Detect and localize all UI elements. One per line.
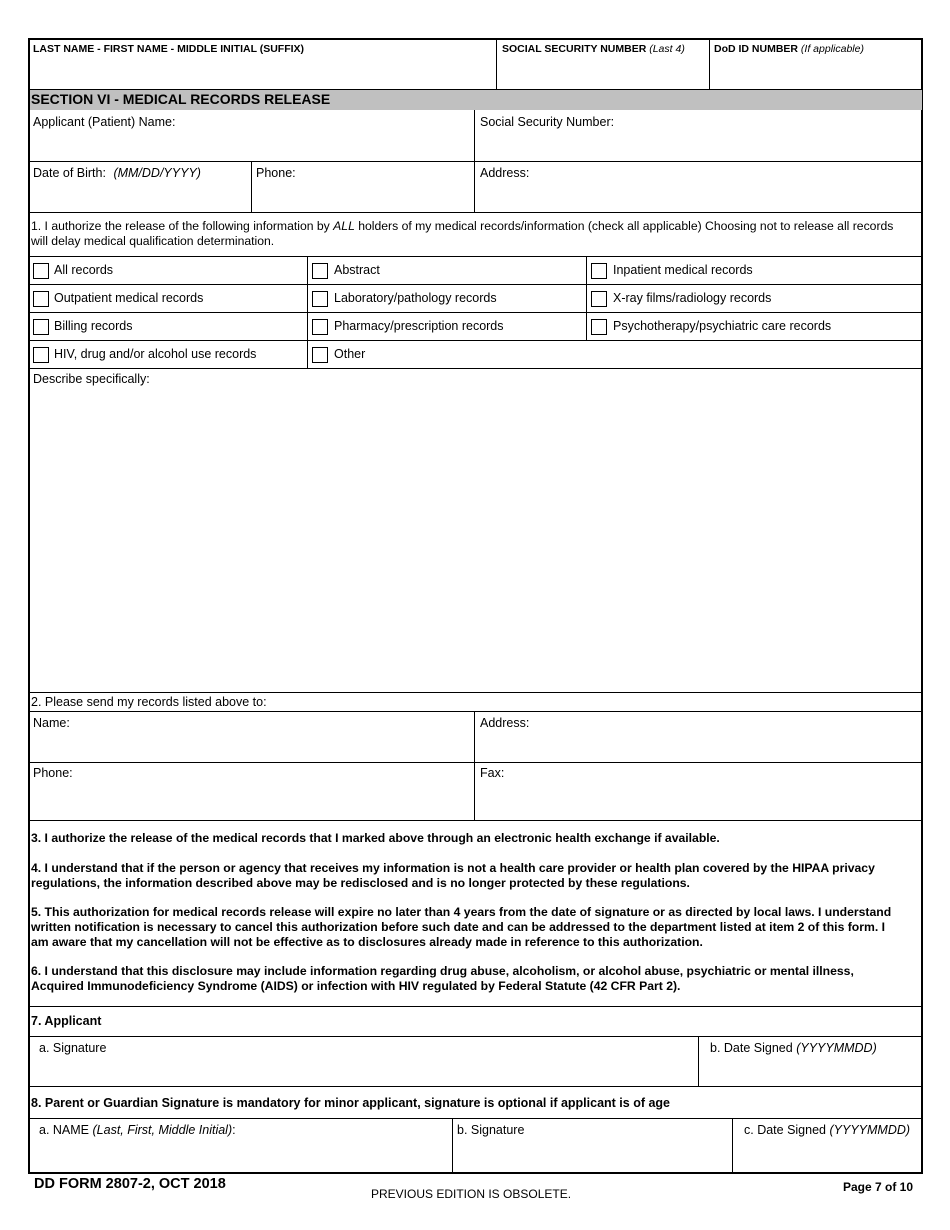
outpatient-checkbox[interactable] [33, 291, 49, 307]
last-name-label: LAST NAME - FIRST NAME - MIDDLE INITIAL (SUFFIX) [33, 43, 305, 55]
item8-title: 8. Parent or Guardian Signature is mandatory for minor applicant, signature is optional if applicant is of age [31, 1096, 671, 1110]
cell-divider [307, 256, 308, 368]
xray-checkbox[interactable] [591, 291, 607, 307]
guardian-name-format: (Last, First, Middle Initial) [92, 1123, 233, 1137]
row-divider [30, 340, 922, 341]
statement-4-line1: 4. I understand that if the person or agency that receives my information is not a health care provider or health plan covered by the HIPAA privacy [31, 861, 875, 875]
ssn-last4-input[interactable] [498, 58, 708, 88]
item7-title: 7. Applicant [31, 1014, 102, 1028]
ssn-last4-label-text: SOCIAL SECURITY NUMBER [502, 43, 647, 55]
header-divider [496, 39, 497, 89]
laboratory-label: Laboratory/pathology records [334, 291, 497, 305]
row-divider [30, 1118, 922, 1119]
guardian-name-colon: : [232, 1123, 236, 1137]
pharmacy-label: Pharmacy/prescription records [334, 319, 504, 333]
recipient-name-label: Name: [33, 716, 70, 730]
psychotherapy-label: Psychotherapy/psychiatric care records [613, 319, 832, 333]
cell-divider [251, 161, 252, 212]
applicant-date-input[interactable] [700, 1057, 921, 1085]
header-divider [709, 39, 710, 89]
guardian-signature-field[interactable] [454, 1139, 731, 1171]
recipient-name-input[interactable] [30, 732, 473, 760]
row-divider [251, 161, 922, 162]
obsolete-notice: PREVIOUS EDITION IS OBSOLETE. [371, 1187, 572, 1201]
guardian-name-input[interactable] [30, 1139, 451, 1171]
laboratory-checkbox[interactable] [312, 291, 328, 307]
section-title: SECTION VI - MEDICAL RECORDS RELEASE [31, 91, 331, 107]
guardian-date-label [744, 1123, 910, 1137]
item1-text-b: holders of my medical records/information (check all applicable) Choosing not to release all records [354, 219, 894, 233]
item1-text-a: 1. I authorize the release of the following information by [31, 219, 334, 233]
dob-label-text: Date of Birth: [33, 166, 106, 180]
row-divider [30, 711, 922, 712]
row-divider [30, 1036, 922, 1037]
dod-id-label-text: DoD ID NUMBER [714, 43, 798, 55]
applicant-name-label: Applicant (Patient) Name: [33, 115, 176, 129]
cell-divider [452, 1118, 453, 1172]
row-divider [30, 692, 922, 693]
dob-label [33, 166, 201, 180]
describe-textarea[interactable] [30, 388, 921, 691]
item1-text [31, 219, 921, 249]
cell-divider [732, 1118, 733, 1172]
hiv-checkbox[interactable] [33, 347, 49, 363]
cell-divider [586, 256, 587, 340]
applicant-date-format: (YYYYMMDD) [796, 1041, 877, 1055]
cell-divider [698, 1036, 699, 1086]
all-records-label: All records [54, 263, 114, 277]
row-divider [30, 368, 922, 369]
statement-4-line2: regulations, the information described above may be redisclosed and is no longer protected by these regulations. [31, 876, 690, 890]
row-divider [30, 1086, 922, 1087]
hiv-label: HIV, drug and/or alcohol use records [54, 347, 257, 361]
statement-6-line1: 6. I understand that this disclosure may include information regarding drug abuse, alcoholism, or alcohol abuse, psychiatric or mental illness, [31, 964, 854, 978]
row-divider [30, 820, 922, 821]
billing-checkbox[interactable] [33, 319, 49, 335]
guardian-date-input[interactable] [734, 1139, 921, 1171]
row-divider [30, 161, 251, 162]
ssn-last4-note: (Last 4) [649, 43, 685, 55]
row-divider [30, 212, 922, 213]
statement-6 [31, 964, 854, 994]
recipient-address-label: Address: [480, 716, 530, 730]
row-divider [30, 762, 922, 763]
row-divider [30, 256, 922, 257]
form-id: DD FORM 2807-2, OCT 2018 [34, 1176, 226, 1192]
recipient-address-input[interactable] [476, 732, 921, 760]
guardian-date-label-text: c. Date Signed [744, 1123, 826, 1137]
recipient-fax-label: Fax: [480, 766, 505, 780]
statement-6-line2: Acquired Immunodeficiency Syndrome (AIDS) or infection with HIV regulated by Federal Statute (42 CFR Part 2). [31, 979, 681, 993]
dob-input[interactable] [30, 182, 250, 210]
guardian-date-format: (YYYYMMDD) [829, 1123, 911, 1137]
statement-5-line3: am aware that my cancellation will not be effective as to disclosures already made in reference to this authorization. [31, 935, 703, 949]
guardian-signature-label: b. Signature [457, 1123, 525, 1137]
item1-text-c: will delay medical qualification determination. [31, 234, 275, 248]
applicant-signature-field[interactable] [30, 1057, 697, 1085]
row-divider [30, 1006, 922, 1007]
last-name-input[interactable] [30, 58, 495, 88]
ssn-last4-label [502, 43, 685, 55]
applicant-name-input[interactable] [30, 130, 473, 160]
other-checkbox[interactable] [312, 347, 328, 363]
describe-label: Describe specifically: [33, 372, 150, 386]
abstract-label: Abstract [334, 263, 380, 277]
statement-5-line2: written notification is necessary to cancel this authorization before such date and can be addressed to the department listed at item 2 of this form. I [31, 920, 885, 934]
billing-label: Billing records [54, 319, 133, 333]
address-label: Address: [480, 166, 530, 180]
xray-label: X-ray films/radiology records [613, 291, 772, 305]
page-number: Page 7 of 10 [842, 1180, 913, 1194]
statement-4 [31, 861, 875, 891]
all-records-checkbox[interactable] [33, 263, 49, 279]
statement-5 [31, 905, 891, 950]
dod-id-note: (If applicable) [800, 43, 864, 55]
ssn-label: Social Security Number: [480, 115, 615, 129]
inpatient-checkbox[interactable] [591, 263, 607, 279]
row-divider [30, 312, 922, 313]
dod-id-input[interactable] [711, 58, 921, 88]
psychotherapy-checkbox[interactable] [591, 319, 607, 335]
dob-format: (MM/DD/YYYY) [113, 166, 201, 180]
phone-input[interactable] [253, 182, 473, 210]
applicant-date-label [710, 1041, 877, 1055]
recipient-phone-label: Phone: [33, 766, 73, 780]
applicant-signature-label: a. Signature [39, 1041, 107, 1055]
pharmacy-checkbox[interactable] [312, 319, 328, 335]
item2-text: 2. Please send my records listed above to: [31, 695, 267, 709]
outpatient-label: Outpatient medical records [54, 291, 204, 305]
guardian-name-label-text: a. NAME [39, 1123, 90, 1137]
recipient-phone-input[interactable] [30, 782, 473, 818]
phone-label: Phone: [256, 166, 296, 180]
inpatient-label: Inpatient medical records [613, 263, 753, 277]
address-input[interactable] [476, 182, 921, 210]
ssn-input[interactable] [476, 130, 921, 160]
guardian-name-label [39, 1123, 236, 1137]
cell-divider [474, 711, 475, 821]
abstract-checkbox[interactable] [312, 263, 328, 279]
item1-text-all: ALL [333, 219, 355, 233]
statement-5-line1: 5. This authorization for medical records release will expire no later than 4 years from the date of signature or as directed by local laws. I understand [31, 905, 892, 919]
recipient-fax-input[interactable] [476, 782, 921, 818]
other-label: Other [334, 347, 366, 361]
row-divider [30, 284, 922, 285]
statement-3: 3. I authorize the release of the medical records that I marked above through an electronic health exchange if available. [31, 831, 720, 845]
dod-id-label [714, 43, 864, 55]
applicant-date-label-text: b. Date Signed [710, 1041, 793, 1055]
